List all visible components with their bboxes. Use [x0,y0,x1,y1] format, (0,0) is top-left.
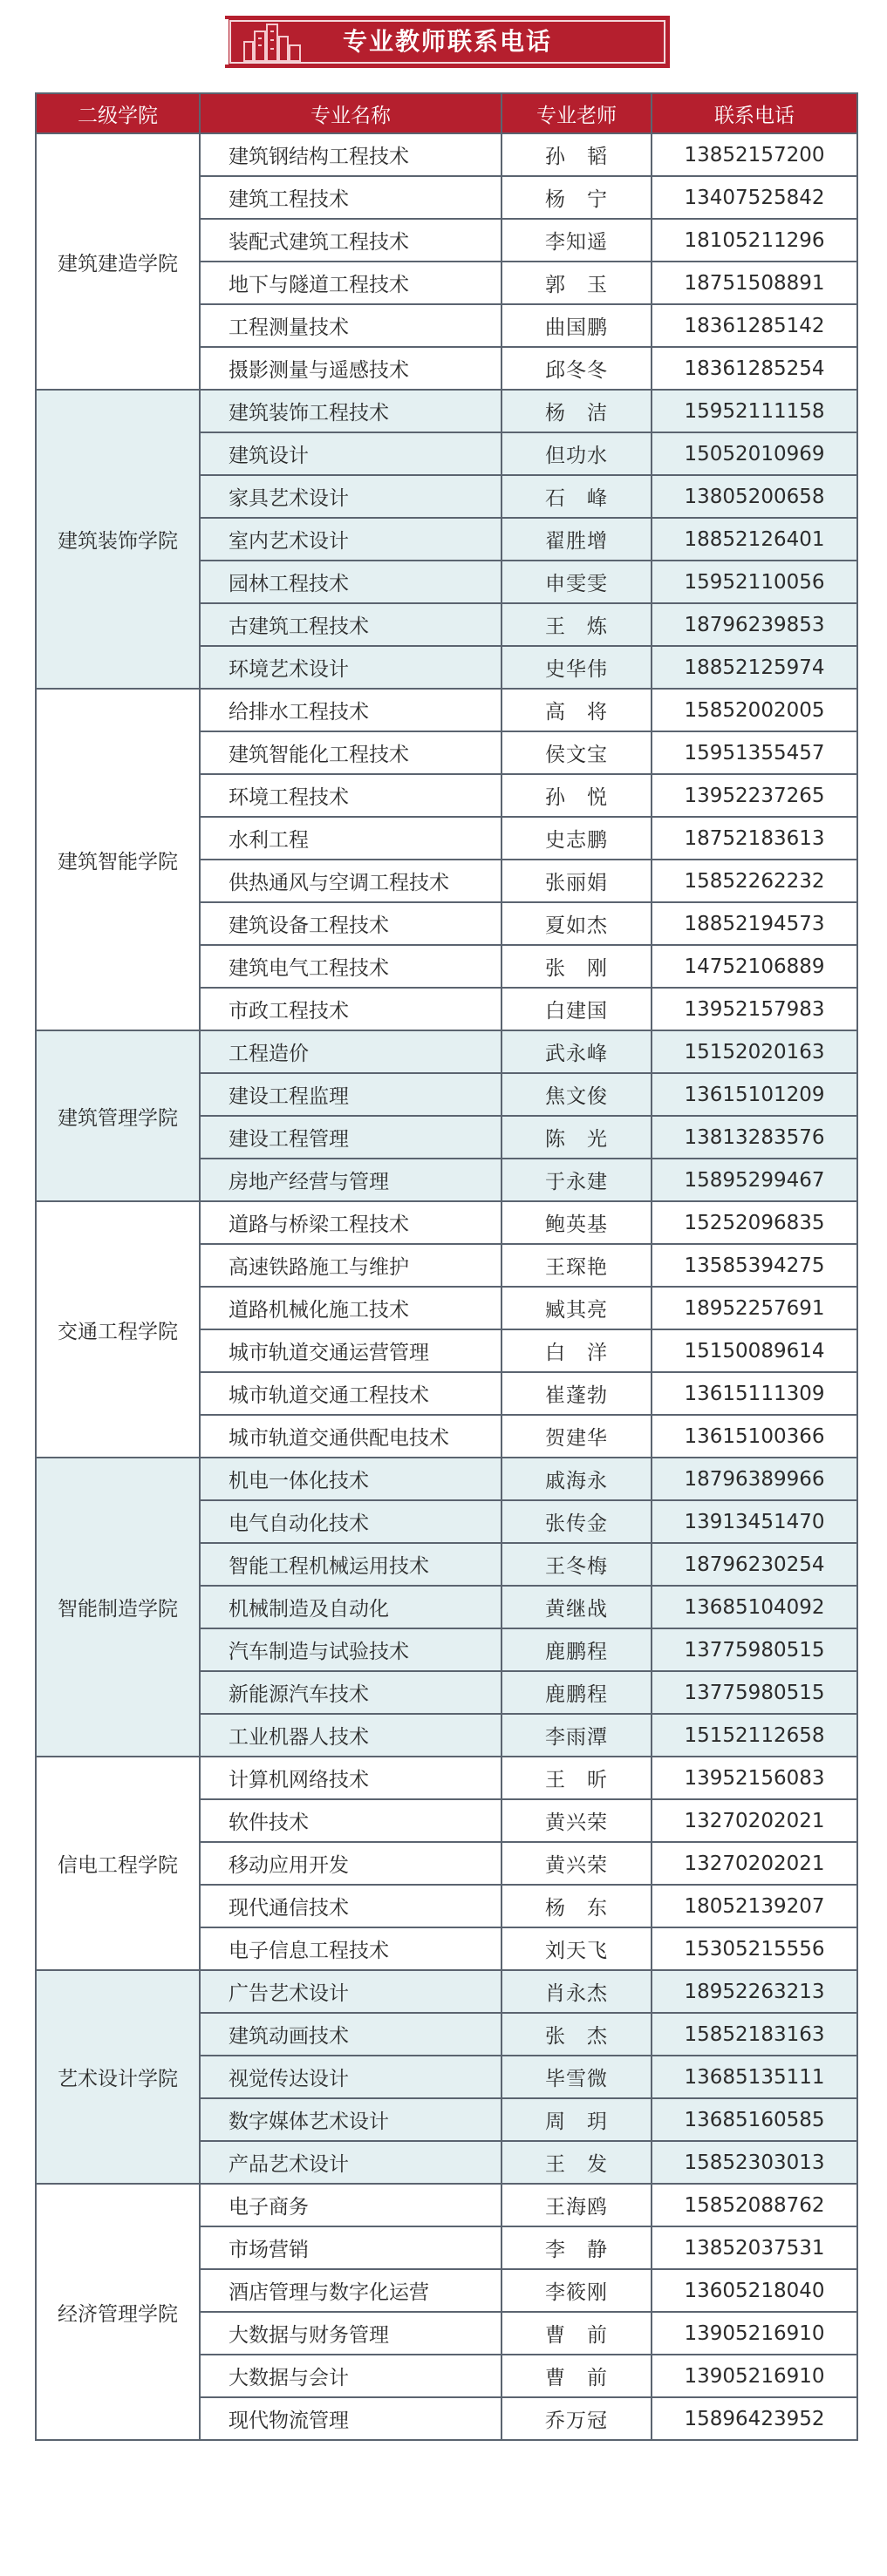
phone-cell: 13685135111 [652,2056,857,2098]
teacher-cell: 史华伟 [501,646,652,689]
college-cell: 智能制造学院 [36,1458,200,1757]
major-cell: 高速铁路施工与维护 [200,1244,501,1287]
phone-cell: 15305215556 [652,1927,857,1970]
phone-cell: 15852183163 [652,2013,857,2056]
teacher-cell: 曹 前 [501,2312,652,2355]
table-row [36,133,857,176]
teacher-cell: 白 洋 [501,1329,652,1372]
phone-cell: 18852194573 [652,902,857,945]
phone-cell: 13615101209 [652,1073,857,1116]
phone-cell: 13905216910 [652,2355,857,2397]
major-cell: 现代物流管理 [200,2397,501,2440]
teacher-cell: 崔蓬勃 [501,1372,652,1415]
major-cell: 大数据与会计 [200,2355,501,2397]
phone-cell: 18952257691 [652,1287,857,1329]
teacher-cell: 李雨潭 [501,1714,652,1757]
major-cell: 工程造价 [200,1030,501,1073]
teacher-cell: 鲍英基 [501,1201,652,1244]
teacher-cell: 王琛艳 [501,1244,652,1287]
major-cell: 古建筑工程技术 [200,603,501,646]
teacher-cell: 侯文宝 [501,731,652,774]
major-cell: 道路机械化施工技术 [200,1287,501,1329]
major-cell: 地下与隧道工程技术 [200,262,501,304]
phone-cell: 15852088762 [652,2184,857,2226]
major-cell: 环境艺术设计 [200,646,501,689]
teacher-cell: 贺建华 [501,1415,652,1458]
teacher-cell: 戚海永 [501,1458,652,1500]
major-cell: 建筑工程技术 [200,176,501,219]
major-cell: 视觉传达设计 [200,2056,501,2098]
teacher-cell: 臧其亮 [501,1287,652,1329]
major-cell: 建筑设备工程技术 [200,902,501,945]
phone-cell: 13913451470 [652,1500,857,1543]
phone-cell: 13685160585 [652,2098,857,2141]
major-cell: 机电一体化技术 [200,1458,501,1500]
phone-cell: 18752183613 [652,817,857,860]
phone-cell: 15952110056 [652,561,857,603]
phone-cell: 13952237265 [652,774,857,817]
table-header-row [36,93,857,133]
phone-cell: 15152112658 [652,1714,857,1757]
college-cell: 建筑智能学院 [36,689,200,1030]
table-row [36,1030,857,1073]
phone-cell: 13615111309 [652,1372,857,1415]
table-row [36,1757,857,1799]
teacher-cell: 王 发 [501,2141,652,2184]
phone-cell: 13775980515 [652,1671,857,1714]
phone-cell: 15852002005 [652,689,857,731]
table-row [36,1458,857,1500]
phone-cell: 13407525842 [652,176,857,219]
major-cell: 环境工程技术 [200,774,501,817]
teacher-cell: 李 静 [501,2226,652,2269]
major-cell: 城市轨道交通供配电技术 [200,1415,501,1458]
header-major: 专业名称 [200,93,501,133]
major-cell: 产品艺术设计 [200,2141,501,2184]
title-banner [0,0,887,80]
major-cell: 房地产经营与管理 [200,1159,501,1201]
major-cell: 市政工程技术 [200,988,501,1030]
college-cell: 信电工程学院 [36,1757,200,1970]
major-cell: 计算机网络技术 [200,1757,501,1799]
major-cell: 摄影测量与遥感技术 [200,347,501,390]
phone-cell: 18796389966 [652,1458,857,1500]
phone-cell: 15152020163 [652,1030,857,1073]
major-cell: 城市轨道交通工程技术 [200,1372,501,1415]
major-cell: 酒店管理与数字化运营 [200,2269,501,2312]
phone-cell: 13952156083 [652,1757,857,1799]
major-cell: 市场营销 [200,2226,501,2269]
phone-cell: 15896423952 [652,2397,857,2440]
teacher-cell: 黄兴荣 [501,1842,652,1885]
major-cell: 建筑装饰工程技术 [200,390,501,432]
college-cell: 建筑建造学院 [36,133,200,390]
teacher-cell: 孙 悦 [501,774,652,817]
major-cell: 给排水工程技术 [200,689,501,731]
major-cell: 数字媒体艺术设计 [200,2098,501,2141]
phone-cell: 18852126401 [652,518,857,561]
teacher-cell: 周 玥 [501,2098,652,2141]
teacher-cell: 张 杰 [501,2013,652,2056]
major-cell: 建筑设计 [200,432,501,475]
table-body [36,133,857,2440]
teacher-cell: 张 刚 [501,945,652,988]
teacher-cell: 邱冬冬 [501,347,652,390]
major-cell: 道路与桥梁工程技术 [200,1201,501,1244]
teacher-cell: 李筱刚 [501,2269,652,2312]
phone-cell: 13805200658 [652,475,857,518]
college-cell: 建筑装饰学院 [36,390,200,689]
major-cell: 工程测量技术 [200,304,501,347]
teacher-cell: 王 昕 [501,1757,652,1799]
teacher-cell: 乔万冠 [501,2397,652,2440]
teacher-cell: 杨 洁 [501,390,652,432]
college-cell: 交通工程学院 [36,1201,200,1458]
phone-cell: 13585394275 [652,1244,857,1287]
major-cell: 电气自动化技术 [200,1500,501,1543]
phone-cell: 18852125974 [652,646,857,689]
major-cell: 建筑智能化工程技术 [200,731,501,774]
phone-cell: 18052139207 [652,1885,857,1927]
phone-cell: 13813283576 [652,1116,857,1159]
teacher-cell: 翟胜增 [501,518,652,561]
major-cell: 家具艺术设计 [200,475,501,518]
teacher-cell: 曲国鹏 [501,304,652,347]
major-cell: 汽车制造与试验技术 [200,1628,501,1671]
phone-cell: 18952263213 [652,1970,857,2013]
page-title: 专业教师联系电话 [342,27,552,56]
table-row [36,1970,857,2013]
teacher-cell: 李知遥 [501,219,652,262]
phone-cell: 14752106889 [652,945,857,988]
phone-cell: 13952157983 [652,988,857,1030]
major-cell: 新能源汽车技术 [200,1671,501,1714]
teacher-cell: 张丽娟 [501,860,652,902]
contacts-table [35,92,858,2441]
major-cell: 建筑钢结构工程技术 [200,133,501,176]
header-college: 二级学院 [36,93,200,133]
teacher-cell: 孙 韬 [501,133,652,176]
phone-cell: 15852262232 [652,860,857,902]
teacher-cell: 黄继战 [501,1586,652,1628]
major-cell: 电子商务 [200,2184,501,2226]
major-cell: 软件技术 [200,1799,501,1842]
college-cell: 建筑管理学院 [36,1030,200,1201]
teacher-cell: 曹 前 [501,2355,652,2397]
teacher-cell: 武永峰 [501,1030,652,1073]
major-cell: 园林工程技术 [200,561,501,603]
major-cell: 机械制造及自动化 [200,1586,501,1628]
phone-cell: 18796239853 [652,603,857,646]
phone-cell: 18361285254 [652,347,857,390]
teacher-cell: 杨 宁 [501,176,652,219]
teacher-cell: 张传金 [501,1500,652,1543]
teacher-cell: 王冬梅 [501,1543,652,1586]
major-cell: 广告艺术设计 [200,1970,501,2013]
teacher-cell: 肖永杰 [501,1970,652,2013]
teacher-cell: 王海鸥 [501,2184,652,2226]
teacher-cell: 石 峰 [501,475,652,518]
header-teacher: 专业老师 [501,93,652,133]
teacher-cell: 高 将 [501,689,652,731]
major-cell: 移动应用开发 [200,1842,501,1885]
phone-cell: 13852037531 [652,2226,857,2269]
teacher-cell: 史志鹏 [501,817,652,860]
teacher-cell: 但功水 [501,432,652,475]
major-cell: 装配式建筑工程技术 [200,219,501,262]
phone-cell: 13852157200 [652,133,857,176]
major-cell: 大数据与财务管理 [200,2312,501,2355]
teacher-cell: 毕雪微 [501,2056,652,2098]
teacher-cell: 夏如杰 [501,902,652,945]
teacher-cell: 郭 玉 [501,262,652,304]
major-cell: 智能工程机械运用技术 [200,1543,501,1586]
phone-cell: 13615100366 [652,1415,857,1458]
phone-cell: 15952111158 [652,390,857,432]
phone-cell: 18105211296 [652,219,857,262]
teacher-cell: 于永建 [501,1159,652,1201]
major-cell: 室内艺术设计 [200,518,501,561]
teacher-cell: 黄兴荣 [501,1799,652,1842]
phone-cell: 13775980515 [652,1628,857,1671]
table-row [36,1201,857,1244]
phone-cell: 15852303013 [652,2141,857,2184]
phone-cell: 13605218040 [652,2269,857,2312]
phone-cell: 15150089614 [652,1329,857,1372]
table-row [36,390,857,432]
phone-cell: 13270202021 [652,1842,857,1885]
major-cell: 供热通风与空调工程技术 [200,860,501,902]
teacher-cell: 鹿鹏程 [501,1671,652,1714]
major-cell: 水利工程 [200,817,501,860]
major-cell: 城市轨道交通运营管理 [200,1329,501,1372]
teacher-cell: 焦文俊 [501,1073,652,1116]
banner-box [225,16,670,68]
major-cell: 建设工程管理 [200,1116,501,1159]
major-cell: 电子信息工程技术 [200,1927,501,1970]
major-cell: 现代通信技术 [200,1885,501,1927]
phone-cell: 15895299467 [652,1159,857,1201]
teacher-cell: 陈 光 [501,1116,652,1159]
teacher-cell: 申雯雯 [501,561,652,603]
phone-cell: 15052010969 [652,432,857,475]
phone-cell: 15951355457 [652,731,857,774]
phone-cell: 18796230254 [652,1543,857,1586]
teacher-cell: 鹿鹏程 [501,1628,652,1671]
phone-cell: 13685104092 [652,1586,857,1628]
table-row [36,689,857,731]
phone-cell: 15252096835 [652,1201,857,1244]
teacher-cell: 杨 东 [501,1885,652,1927]
phone-cell: 18751508891 [652,262,857,304]
header-phone: 联系电话 [652,93,857,133]
phone-cell: 13905216910 [652,2312,857,2355]
teacher-cell: 刘天飞 [501,1927,652,1970]
phone-cell: 18361285142 [652,304,857,347]
teacher-cell: 王 炼 [501,603,652,646]
college-cell: 艺术设计学院 [36,1970,200,2184]
table-row [36,2184,857,2226]
teacher-cell: 白建国 [501,988,652,1030]
major-cell: 工业机器人技术 [200,1714,501,1757]
major-cell: 建设工程监理 [200,1073,501,1116]
major-cell: 建筑动画技术 [200,2013,501,2056]
major-cell: 建筑电气工程技术 [200,945,501,988]
college-cell: 经济管理学院 [36,2184,200,2440]
phone-cell: 13270202021 [652,1799,857,1842]
